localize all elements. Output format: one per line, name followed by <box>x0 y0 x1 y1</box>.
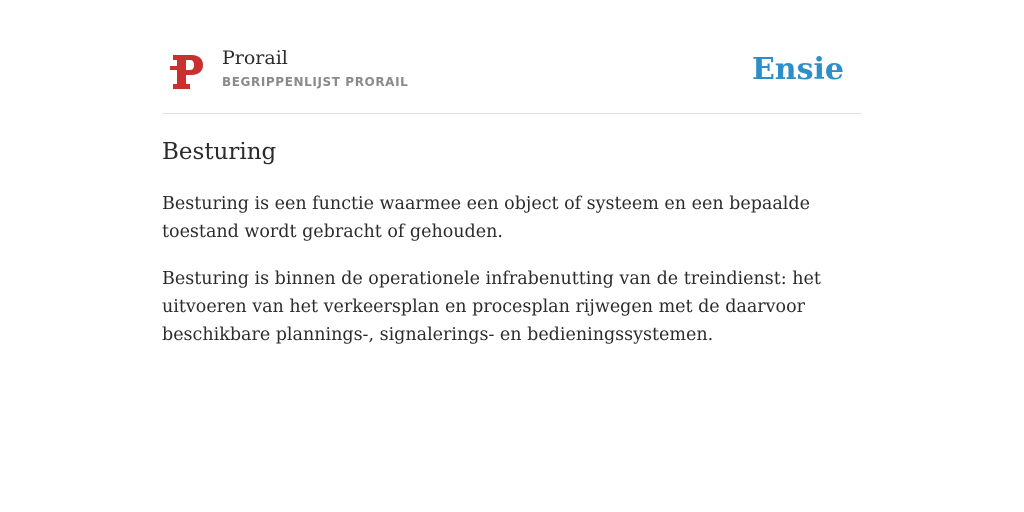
page-title: Besturing <box>162 139 277 165</box>
ensie-brand-logo[interactable]: Ensie <box>751 52 844 87</box>
org-name[interactable]: Prorail <box>222 47 288 69</box>
definition-paragraph-2: Besturing is binnen de operationele infrabenutting van de treindienst: het uitvoeren van het verkeersplan en procesplan rijwegen met de daarvoor beschikbare plannings-, signalerings- en bedieningssystemen. <box>162 269 821 345</box>
org-subtitle: BEGRIPPENLIJST PRORAIL <box>222 75 409 89</box>
prorail-logo-icon[interactable] <box>170 53 204 91</box>
definition-paragraph-1: Besturing is een functie waarmee een object of systeem en een bepaalde toestand wordt gebracht of gehouden. <box>162 194 810 242</box>
header <box>162 40 862 114</box>
